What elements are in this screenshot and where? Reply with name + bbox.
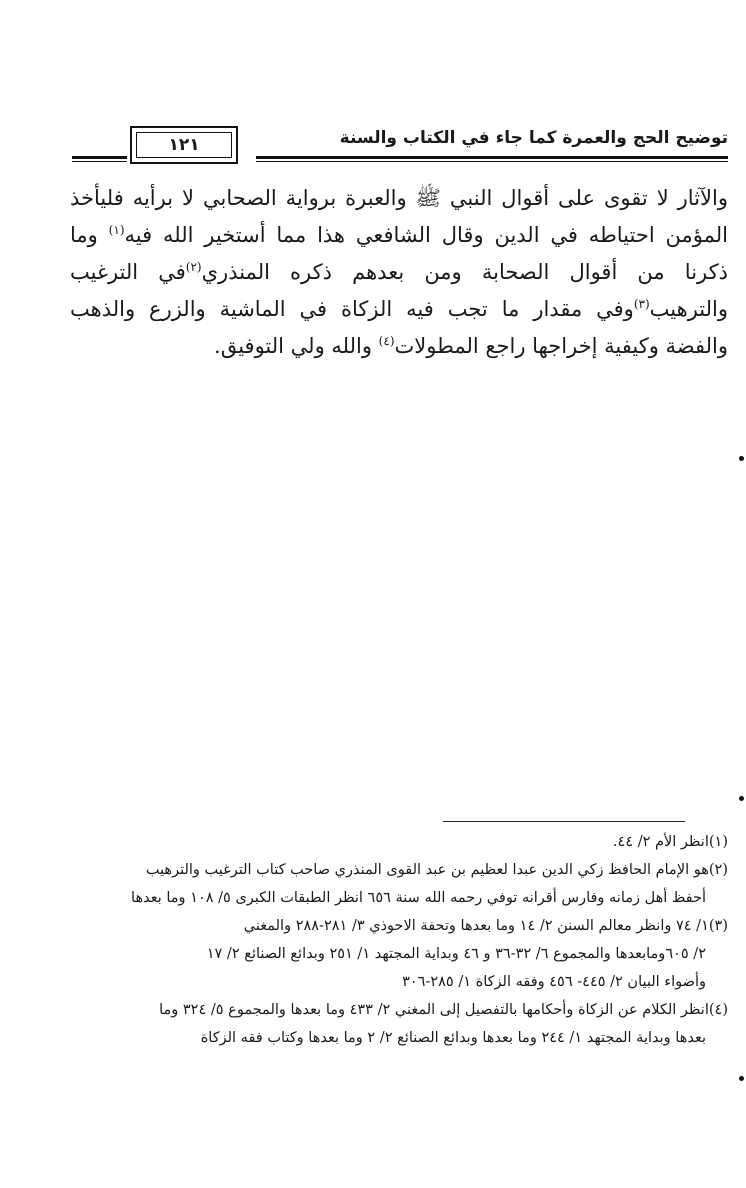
footnote-3-line-1: (٣)١/ ٧٤ وانظر معالم السنن ٢/ ١٤ وما بعدها وتحفة الاحوذي ٣/ ٢٨١-٢٨٨ والمغني: [243, 918, 728, 934]
main-paragraph: [70, 180, 728, 365]
header-rule-right: [256, 156, 728, 162]
footnote-2-line-2: أحفظ أهل زمانه وفارس أقرانه توفي رحمه الله سنة ٦٥٦ انظر الطبقات الكبرى ٥/ ١٠٨ وما بعدها: [131, 890, 706, 906]
footnote-3-line-3: وأضواء البيان ٢/ ٤٤٥- ٤٥٦ وفقه الزكاة ١/ ٢٨٥-٣٠٦: [402, 974, 706, 990]
footnote-4: [70, 996, 728, 1052]
footnote-marker-2[interactable]: (٢): [185, 260, 202, 274]
running-header: [72, 126, 728, 170]
footnote-4-line-1: (٤)انظر الكلام عن الزكاة وأحكامها بالتفصيل إلى المغني ٢/ ٤٣٣ وما بعدها والمجموع ٥/ ٣٢٤ وما: [159, 1002, 728, 1018]
main-text-part-2: وما ذكرنا من أقوال الصحابة ومن بعدهم ذكره المنذري: [70, 223, 728, 284]
main-text-part-1: والآثار لا تقوى على أقوال النبي ﷺ والعبرة برواية الصحابي لا برأيه فليأخذ المؤمن احتياطه في الدين وقال الشافعي هذا مما أستخير الله فيه: [70, 186, 728, 247]
margin-dot: [739, 456, 744, 461]
header-rule-left: [72, 156, 127, 162]
main-text-part-5: والله ولي التوفيق.: [214, 334, 372, 358]
footnote-3: [70, 912, 728, 996]
footnote-marker-4[interactable]: (٤): [378, 334, 395, 348]
footnotes: [70, 828, 728, 1052]
footnote-marker-3[interactable]: (٣): [633, 297, 650, 311]
margin-dot: [739, 1076, 744, 1081]
footnote-3-line-2: ٢/ ٦٠٥ومابعدها والمجموع ٦/ ٣٢-٣٦ و ٤٦ وبداية المجتهد ١/ ٢٥١ وبدائع الصنائع ٢/ ١٧: [206, 946, 706, 962]
footnote-4-line-2: بعدها وبداية المجتهد ١/ ٢٤٤ وما بعدها وبدائع الصنائع ٢/ ٢ وما بعدها وكتاب فقه الزكاة: [200, 1030, 706, 1046]
running-header-title: توضيح الحج والعمرة كما جاء في الكتاب والسنة: [339, 128, 728, 148]
footnote-2-line-1: (٢)هو الإمام الحافظ زكي الدين عبدا لعظيم بن عبد القوى المنذري صاحب كتاب الترغيب والترهيب: [145, 862, 728, 878]
main-text-part-3: في الترغيب والترهيب: [70, 260, 728, 321]
footnote-1-line-1: (١)انظر الأم ٢/ ٤٤.: [612, 834, 728, 850]
footnote-2: [70, 856, 728, 912]
footnote-marker-1[interactable]: (١): [108, 223, 125, 237]
page-number-frame: [130, 126, 238, 164]
main-text-part-4: وفي مقدار ما تجب فيه الزكاة في الماشية والزرع والذهب والفضة وكيفية إخراجها راجع المطولات: [70, 297, 728, 358]
footnote-1: [70, 828, 728, 856]
page-number: ١٢١: [136, 132, 232, 158]
footnote-separator: [443, 821, 685, 822]
main-text: [70, 180, 728, 365]
margin-dot: [739, 796, 744, 801]
